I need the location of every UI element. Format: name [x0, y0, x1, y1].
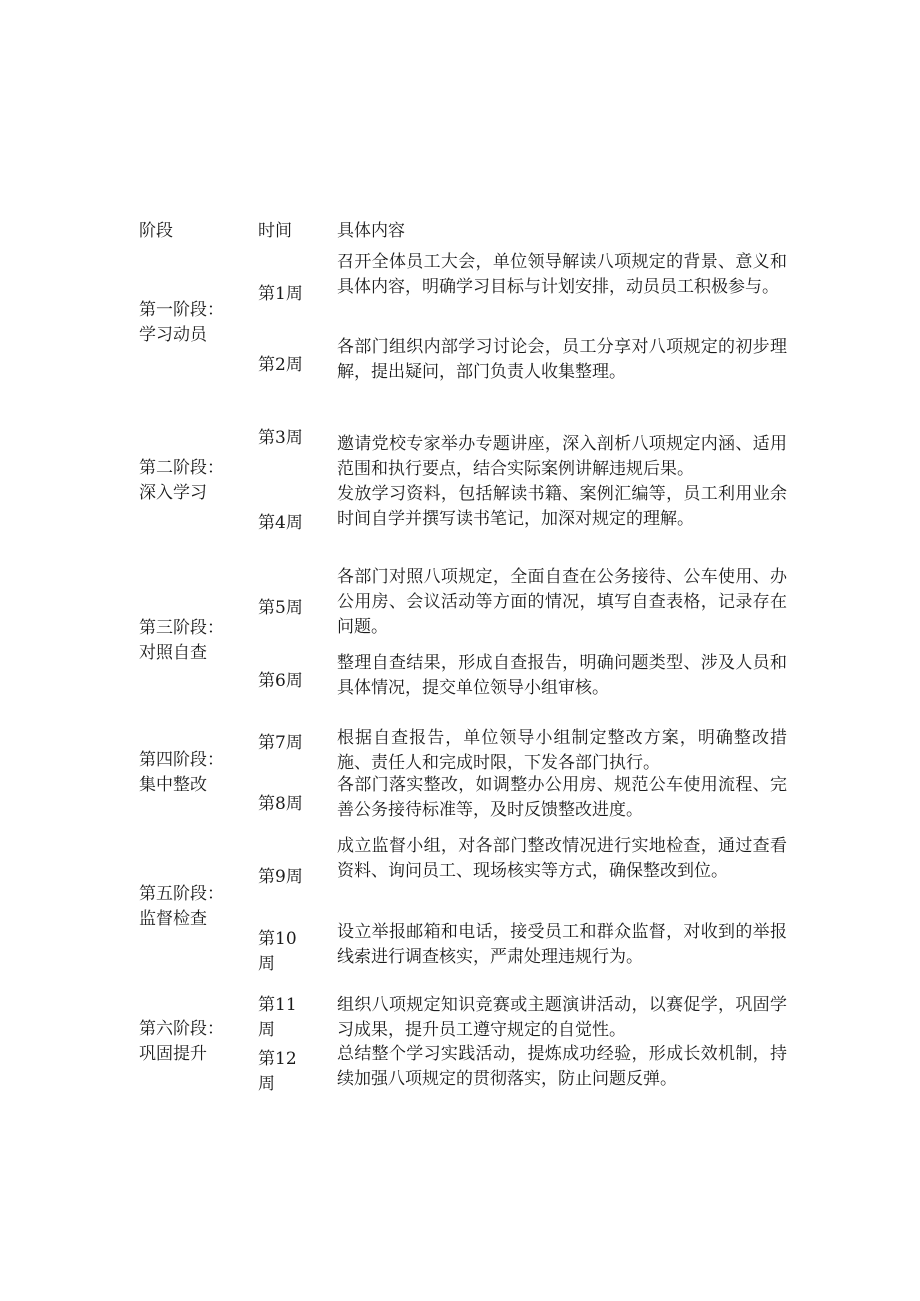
stage-name-line1: 第一阶段：	[139, 300, 224, 320]
week-content: 发放学习资料，包括解读书籍、案例汇编等，员工利用业余时间自学并撰写读书笔记，加深对规定的理解。	[337, 484, 787, 529]
week-label: 第4周	[258, 513, 303, 533]
week-label: 第7周	[258, 733, 303, 753]
header-content: 具体内容	[337, 221, 405, 241]
stage-label	[139, 748, 249, 798]
stage-name-line2: 对照自查	[139, 643, 207, 663]
stage-label	[139, 456, 249, 506]
week-content: 各部门对照八项规定，全面自查在公务接待、公车使用、办公用房、会议活动等方面的情况，填写自查表格，记录存在问题。	[337, 567, 787, 637]
stage-name-line2: 监督检查	[139, 909, 207, 929]
week-content: 根据自查报告，单位领导小组制定整改方案，明确整改措施、责任人和完成时限，下发各部门执行。	[337, 728, 787, 773]
week-content: 总结整个学习实践活动，提炼成功经验，形成长效机制，持续加强八项规定的贯彻落实，防止问题反弹。	[337, 1044, 787, 1089]
week-label: 第9周	[258, 867, 303, 887]
week-content: 组织八项规定知识竞赛或主题演讲活动，以赛促学，巩固学习成果，提升员工遵守规定的自觉性。	[337, 995, 787, 1040]
week-label: 第11周	[258, 995, 297, 1040]
week-label: 第6周	[258, 671, 303, 691]
stage-name-line2: 巩固提升	[139, 1044, 207, 1064]
week-content: 各部门落实整改，如调整办公用房、规范公车使用流程、完善公务接待标准等，及时反馈整改进度。	[337, 775, 787, 820]
stage-name-line2: 集中整改	[139, 775, 207, 795]
stage-name-line1: 第六阶段：	[139, 1019, 224, 1039]
week-label: 第3周	[258, 428, 303, 448]
week-content: 整理自查结果，形成自查报告，明确问题类型、涉及人员和具体情况，提交单位领导小组审核。	[337, 653, 787, 698]
stage-label	[139, 298, 249, 348]
stage-label	[139, 1017, 249, 1067]
week-content: 成立监督小组，对各部门整改情况进行实地检查，通过查看资料、询问员工、现场核实等方式，确保整改到位。	[337, 836, 787, 881]
stage-name-line1: 第四阶段：	[139, 750, 224, 770]
stage-name-line2: 深入学习	[139, 483, 207, 503]
week-label: 第5周	[258, 598, 303, 618]
week-content: 各部门组织内部学习讨论会，员工分享对八项规定的初步理解，提出疑问，部门负责人收集整理。	[337, 337, 787, 382]
header-time: 时间	[258, 221, 292, 241]
stage-name-line1: 第二阶段：	[139, 458, 224, 478]
stage-label	[139, 882, 249, 932]
week-label: 第10周	[258, 929, 297, 974]
week-label: 第8周	[258, 794, 303, 814]
week-content: 邀请党校专家举办专题讲座，深入剖析八项规定内涵、适用范围和执行要点，结合实际案例讲解违规后果。	[337, 434, 787, 479]
stage-name-line1: 第五阶段：	[139, 884, 224, 904]
week-label: 第2周	[258, 355, 303, 375]
week-content: 召开全体员工大会，单位领导解读八项规定的背景、意义和具体内容，明确学习目标与计划安排，动员员工积极参与。	[337, 252, 787, 297]
stage-label	[139, 616, 249, 666]
week-content: 设立举报邮箱和电话，接受员工和群众监督，对收到的举报线索进行调查核实，严肃处理违规行为。	[337, 922, 787, 967]
stage-name-line1: 第三阶段：	[139, 618, 224, 638]
header-stage: 阶段	[139, 221, 173, 241]
week-label: 第12周	[258, 1049, 297, 1094]
week-label: 第1周	[258, 284, 303, 304]
stage-name-line2: 学习动员	[139, 325, 207, 345]
